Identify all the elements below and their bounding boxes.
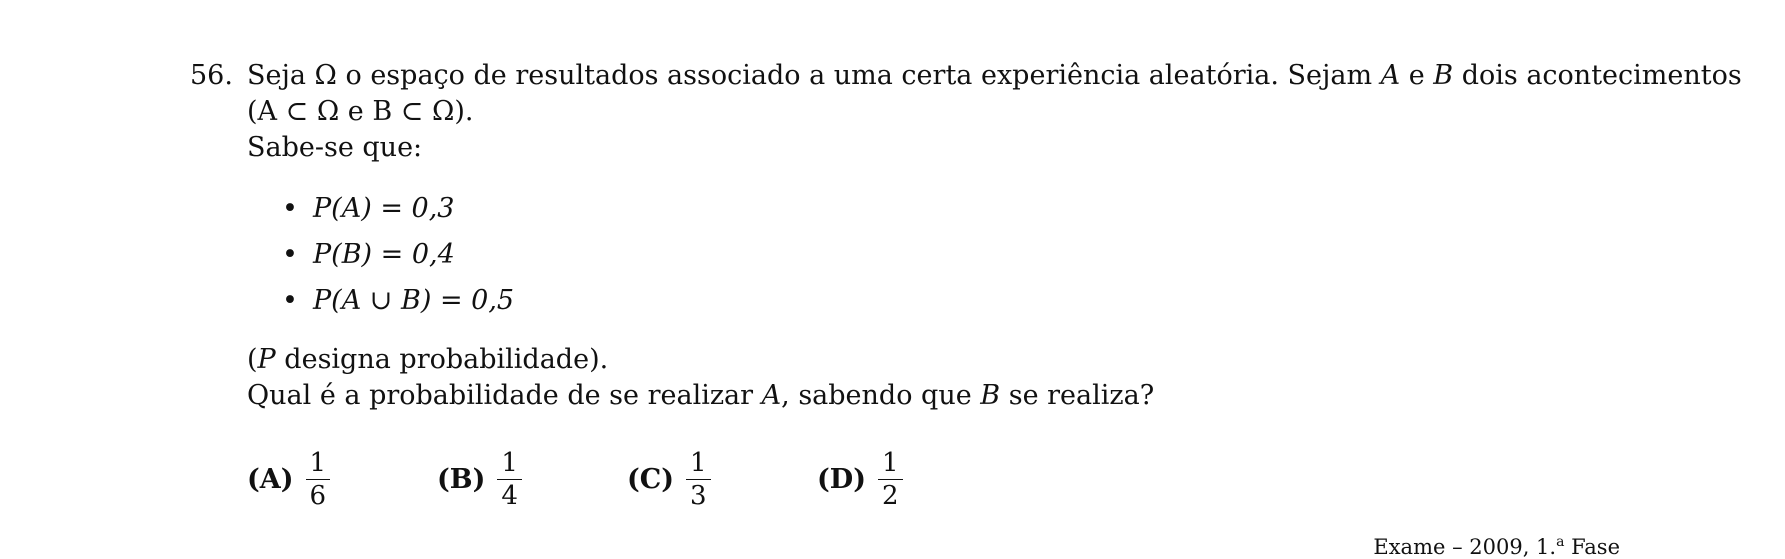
answer-options	[247, 448, 1620, 511]
problem-number: 56.	[190, 60, 233, 91]
fraction-denominator: 3	[690, 481, 707, 511]
source-text: Exame – 2009, 1.	[1373, 535, 1557, 559]
note-paren: (	[247, 344, 258, 375]
fact-item	[282, 278, 1620, 324]
note-line	[247, 342, 1620, 378]
fraction-denominator: 2	[881, 481, 899, 511]
problem-body	[247, 58, 1742, 414]
question-text-3: se realiza?	[1000, 380, 1155, 411]
source-ordinal: a	[1556, 534, 1565, 550]
fact-text: P(A) = 0,3	[313, 193, 455, 224]
option-label: (B)	[437, 464, 486, 495]
fact-item	[282, 186, 1620, 232]
fraction-numerator: 1	[306, 448, 331, 480]
option-a	[247, 448, 437, 511]
symbol-a: A	[1380, 60, 1401, 91]
option-fraction	[878, 448, 903, 511]
fraction-denominator: 6	[309, 481, 327, 511]
symbol-b: B	[1433, 60, 1454, 91]
option-label: (C)	[627, 464, 675, 495]
source-phase: Fase	[1564, 535, 1620, 559]
statement-text-1b: dois acontecimentos	[1453, 60, 1742, 91]
question-line	[247, 378, 1620, 414]
note-text: designa probabilidade).	[275, 344, 609, 375]
bullet-icon: •	[282, 239, 298, 270]
option-fraction	[306, 448, 331, 511]
question-symbol-b: B	[980, 380, 1001, 411]
fraction-numerator: 1	[497, 448, 522, 480]
fraction-numerator: 1	[686, 448, 711, 480]
option-b	[437, 448, 627, 511]
statement-text-1a: Seja Ω o espaço de resultados associado a uma certa experiência aleatória. Sejam	[247, 60, 1381, 91]
fact-text: P(B) = 0,4	[313, 239, 455, 270]
problem-block	[190, 58, 1742, 511]
fraction-numerator: 1	[878, 448, 903, 480]
statement-line-2: (A ⊂ Ω e B ⊂ Ω).	[247, 96, 474, 127]
question-text-2: , sabendo que	[781, 380, 981, 411]
option-c	[627, 448, 817, 511]
question-symbol-a: A	[761, 380, 782, 411]
statement-line-1	[247, 58, 1742, 94]
option-fraction	[686, 448, 711, 511]
bullet-icon: •	[282, 193, 298, 224]
option-label: (D)	[817, 464, 866, 495]
fact-text: P(A ∪ B) = 0,5	[313, 285, 515, 316]
bullet-icon: •	[282, 285, 298, 316]
facts-list	[247, 186, 1620, 324]
option-fraction	[497, 448, 522, 511]
fact-item	[282, 232, 1620, 278]
conjunction-e: e	[1400, 60, 1434, 91]
option-label: (A)	[247, 464, 294, 495]
fraction-denominator: 4	[501, 481, 518, 511]
question-text-1: Qual é a probabilidade de se realizar	[247, 380, 762, 411]
option-d	[817, 448, 1007, 511]
source-citation	[1373, 534, 1620, 559]
note-symbol-p: P	[257, 344, 276, 375]
intro-line: Sabe-se que:	[247, 132, 423, 163]
